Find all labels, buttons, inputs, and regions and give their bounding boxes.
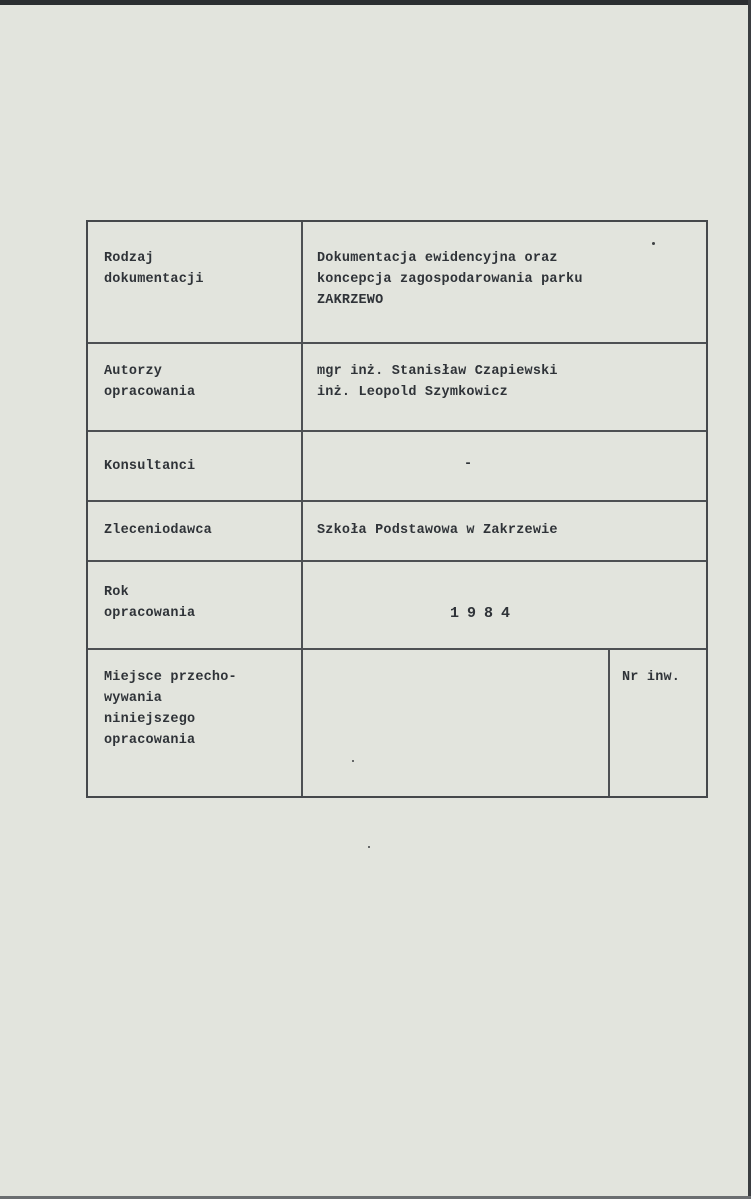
label-cell [88,502,303,560]
commissioner-value: Szkoła Podstawowa w Zakrzewie [317,523,558,538]
commissioner-label: Zleceniodawca [104,523,212,538]
page-edge-top [0,0,751,5]
document-type-label: Rodzaj dokumentacji [104,251,204,287]
consultants-value: - [464,457,473,472]
label-cell [88,562,303,648]
label-cell [88,222,303,342]
year-value: 1984 [450,605,519,622]
consultants-label: Konsultanci [104,459,196,474]
label-cell [88,432,303,500]
row-storage-location [88,650,706,796]
row-authors [88,344,706,432]
document-type-value: Dokumentacja ewidencyjna oraz koncepcja zagospodarowania parku ZAKRZEWO [317,251,583,308]
paper-speck [368,846,370,848]
label-cell [88,650,303,796]
label-cell [88,344,303,430]
row-document-type [88,222,706,344]
row-commissioner [88,502,706,562]
inventory-number-divider [608,650,610,796]
row-year [88,562,706,650]
paper-speck [352,760,354,762]
inventory-number-label: Nr inw. [622,670,681,685]
row-consultants [88,432,706,502]
authors-label: Autorzy opracowania [104,364,196,400]
authors-value: mgr inż. Stanisław Czapiewski inż. Leopold Szymkowicz [317,364,558,400]
paper-speck [652,242,655,245]
documentation-form-table [86,220,708,798]
storage-location-label: Miejsce przecho- wywania niniejszego opracowania [104,670,237,748]
year-label: Rok opracowania [104,585,196,621]
